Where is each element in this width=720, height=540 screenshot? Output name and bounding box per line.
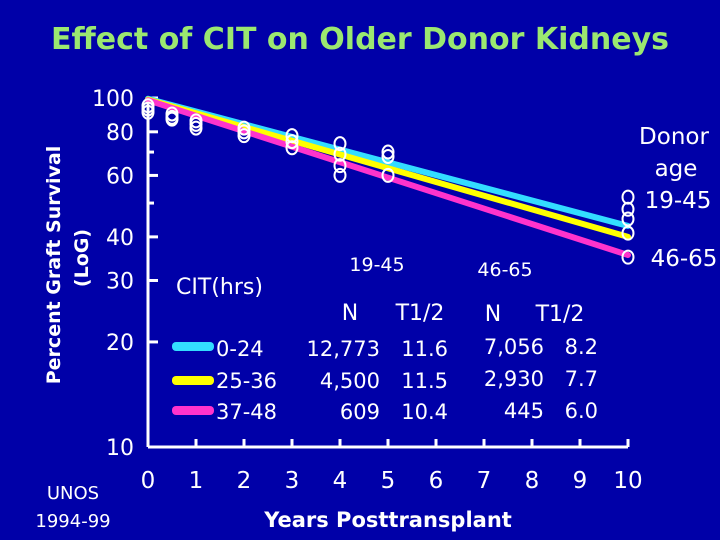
table-half-old: 8.2: [564, 335, 598, 359]
table-cit-header: CIT(hrs): [176, 275, 263, 300]
data-point-marker: [335, 169, 346, 182]
series-line: [148, 100, 628, 255]
x-tick-label: 6: [428, 468, 444, 494]
x-tick-label: 8: [524, 468, 540, 494]
table-n-old: 2,930: [483, 367, 544, 391]
x-tick-label: 9: [572, 468, 588, 494]
y-tick-label: 40: [106, 225, 134, 251]
source-line-1: UNOS: [46, 483, 100, 504]
y-tick-label: 100: [92, 87, 134, 112]
table-col-half-old: T1/2: [535, 302, 585, 327]
x-tick-label: 3: [284, 468, 300, 494]
legend-swatch-37-48: [172, 406, 214, 415]
series-lines: [148, 99, 628, 255]
donor-age-label-line2: age: [654, 156, 698, 182]
source-note: [18, 480, 128, 536]
legend-swatch-25-36: [172, 376, 214, 385]
table-col-n-young: N: [341, 301, 359, 326]
table-n-young: 609: [339, 400, 380, 424]
y-tick-label: 10: [106, 436, 134, 461]
table-group-young: 19-45: [349, 254, 405, 276]
y-tick-label: 30: [106, 269, 134, 295]
table-row: [172, 367, 598, 393]
x-tick-label: 0: [140, 468, 156, 494]
table-cit-value: 0-24: [216, 337, 264, 361]
table-half-young: 11.6: [401, 337, 448, 361]
table-half-old: 6.0: [564, 399, 598, 423]
source-line-2: 1994-99: [35, 511, 111, 532]
y-axis-label-line2: (LoG): [71, 228, 93, 288]
x-tick-label: 4: [332, 468, 348, 494]
table-n-old: 445: [503, 399, 544, 423]
table-n-old: 7,056: [483, 335, 544, 359]
table-n-young: 4,500: [319, 369, 380, 393]
table-col-n-old: N: [484, 302, 502, 327]
x-tick-label: 10: [613, 468, 643, 494]
table-row: [172, 399, 598, 424]
table-half-old: 7.7: [564, 367, 598, 391]
x-axis-label: Years Posttransplant: [264, 508, 512, 532]
old-donor-line-label: 46-65: [650, 246, 718, 272]
table-cit-value: 25-36: [216, 369, 278, 393]
table-half-young: 10.4: [401, 400, 448, 424]
table-row: [172, 335, 598, 361]
legend-swatch-0-24: [172, 342, 214, 351]
slide-title: Effect of CIT on Older Donor Kidneys: [50, 22, 669, 57]
data-point-marker: [623, 191, 634, 204]
y-axis-label-line1: Percent Graft Survival: [43, 145, 65, 385]
x-tick-label: 2: [236, 468, 252, 494]
x-tick-label: 1: [188, 468, 204, 494]
x-tick-label: 5: [380, 468, 396, 494]
table-group-old: 46-65: [477, 259, 533, 281]
table-col-half-young: T1/2: [395, 301, 445, 326]
table-cit-value: 37-48: [216, 400, 278, 424]
donor-age-label-line1: Donor: [639, 124, 709, 150]
y-tick-label: 80: [106, 120, 134, 146]
table-half-young: 11.5: [401, 369, 448, 393]
y-tick-label: 20: [106, 330, 134, 356]
y-tick-label: 60: [106, 164, 134, 190]
x-tick-label: 7: [476, 468, 492, 494]
table-n-young: 12,773: [306, 337, 380, 361]
young-donor-line-label: 19-45: [644, 188, 712, 214]
